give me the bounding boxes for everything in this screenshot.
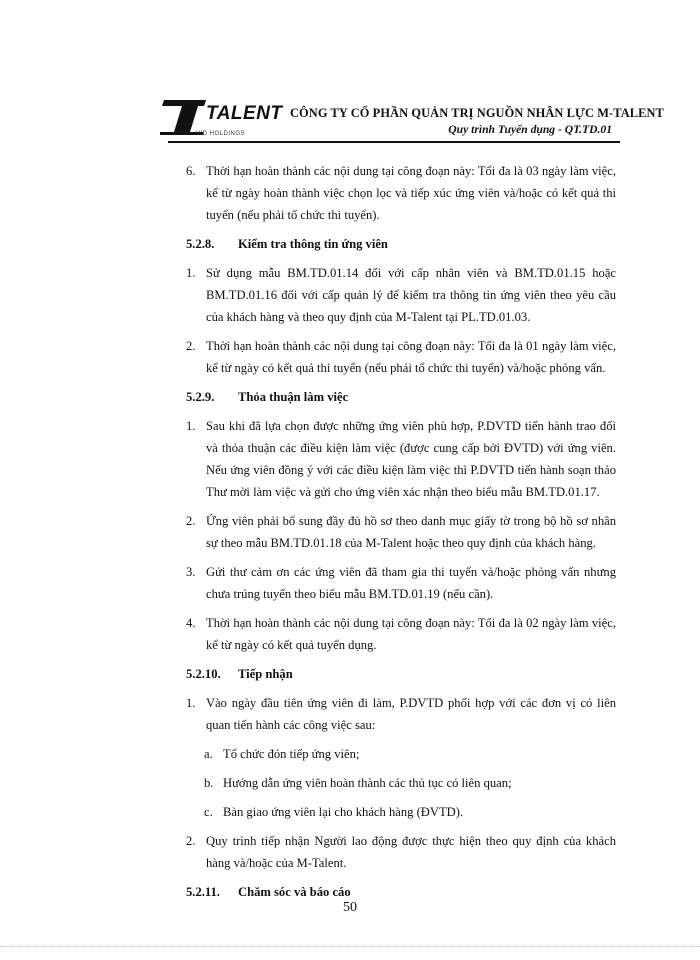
item-number: 1. (186, 419, 196, 433)
sub-list-item (186, 801, 616, 823)
item-text: Ứng viên phải bổ sung đầy đủ hồ sơ theo danh mục giấy tờ trong bộ hồ sơ nhân sự theo mẫu BM.TD.01.18 của M-Talent hoặc theo quy định của khách hàng. (206, 514, 616, 550)
document-body (186, 160, 616, 910)
list-item (186, 262, 616, 328)
section-title: Kiểm tra thông tin ứng viên (238, 237, 388, 251)
sub-list-item (186, 772, 616, 794)
item-number: 4. (186, 616, 196, 630)
company-name: CÔNG TY CỔ PHẦN QUẢN TRỊ NGUỒN NHÂN LỰC M-TALENT (290, 106, 664, 120)
item-text: Gửi thư cảm ơn các ứng viên đã tham gia thi tuyển và/hoặc phỏng vấn nhưng chưa trúng tuyển theo biểu mẫu BM.TD.01.19 (nếu cần). (206, 565, 616, 601)
list-item (186, 561, 616, 605)
section-heading-5-2-10 (186, 663, 616, 685)
item-text: Vào ngày đầu tiên ứng viên đi làm, P.DVTD phối hợp với các đơn vị có liên quan tiến hành các công việc sau: (206, 696, 616, 732)
sub-item-letter: a. (204, 747, 213, 761)
item-text: Sau khi đã lựa chọn được những ứng viên phù hợp, P.DVTD tiến hành trao đổi và thỏa thuận các điều kiện làm việc (được cung cấp bởi ĐVTD) với ứng viên. Nếu ứng viên đồng ý với các điều kiện làm việc thì P.DVTD tiến hành soạn thảo Thư mời làm việc và gửi cho ứng viên xác nhận theo biểu mẫu BM.TD.01.17. (206, 419, 616, 499)
section-heading-5-2-9 (186, 386, 616, 408)
section-number: 5.2.11. (186, 885, 220, 899)
item-text: Quy trình tiếp nhận Người lao động được thực hiện theo quy định của khách hàng và/hoặc của M-Talent. (206, 834, 616, 870)
sub-item-letter: c. (204, 805, 213, 819)
sub-item-text: Hướng dẫn ứng viên hoàn thành các thủ tục có liên quan; (223, 776, 512, 790)
sub-item-text: Bàn giao ứng viên lại cho khách hàng (ĐVTD). (223, 805, 464, 819)
item-number: 6. (186, 164, 196, 178)
item-number: 2. (186, 514, 196, 528)
item-number: 2. (186, 834, 196, 848)
section-heading-5-2-8 (186, 233, 616, 255)
sub-item-text: Tổ chức đón tiếp ứng viên; (223, 747, 360, 761)
section-number: 5.2.9. (186, 390, 215, 404)
section-title: Thỏa thuận làm việc (238, 390, 349, 404)
item-text: Thời hạn hoàn thành các nội dung tại công đoạn này: Tối đa là 01 ngày làm việc, kể từ ngày có kết quả thi tuyển (nếu phải tổ chức thi tuyển) và/hoặc phỏng vấn. (206, 339, 616, 375)
procedure-code: Quy trình Tuyển dụng - QT.TD.01 (448, 123, 612, 136)
item-text: Thời hạn hoàn thành các nội dung tại công đoạn này: Tối đa là 03 ngày làm việc, kể từ ngày hoàn thành việc chọn lọc và tiếp xúc ứng viên và/hoặc có kết quả thi tuyển (nếu phải tổ chức thi tuyển). (206, 164, 616, 222)
section-number: 5.2.8. (186, 237, 215, 251)
list-item (186, 510, 616, 554)
list-item (186, 612, 616, 656)
list-item (186, 335, 616, 379)
item-text: Sử dụng mẫu BM.TD.01.14 đối với cấp nhân viên và BM.TD.01.15 hoặc BM.TD.01.16 đối với cấp quản lý để kiểm tra thông tin ứng viên theo yêu cầu của khách hàng và theo quy định của M-Talent tại PL.TD.01.03. (206, 266, 616, 324)
sub-list-item (186, 743, 616, 765)
list-item (186, 830, 616, 874)
item-text: Thời hạn hoàn thành các nội dung tại công đoạn này: Tối đa là 02 ngày làm việc, kể từ ngày có kết quả tuyển dụng. (206, 616, 616, 652)
section-number: 5.2.10. (186, 667, 221, 681)
item-number: 2. (186, 339, 196, 353)
logo-subtitle: VID HOLDINGS (196, 131, 246, 137)
header-divider (168, 141, 620, 143)
item-number: 1. (186, 266, 196, 280)
section-title: Tiếp nhận (238, 667, 293, 681)
section-title: Chăm sóc và báo cáo (238, 885, 351, 899)
logo-wordmark: TALENT (206, 103, 283, 124)
list-item (186, 160, 616, 226)
sub-item-letter: b. (204, 776, 214, 790)
item-number: 3. (186, 565, 196, 579)
page-number: 50 (343, 900, 357, 915)
page-bottom-border (0, 946, 700, 947)
list-item (186, 415, 616, 503)
item-number: 1. (186, 696, 196, 710)
list-item (186, 692, 616, 736)
